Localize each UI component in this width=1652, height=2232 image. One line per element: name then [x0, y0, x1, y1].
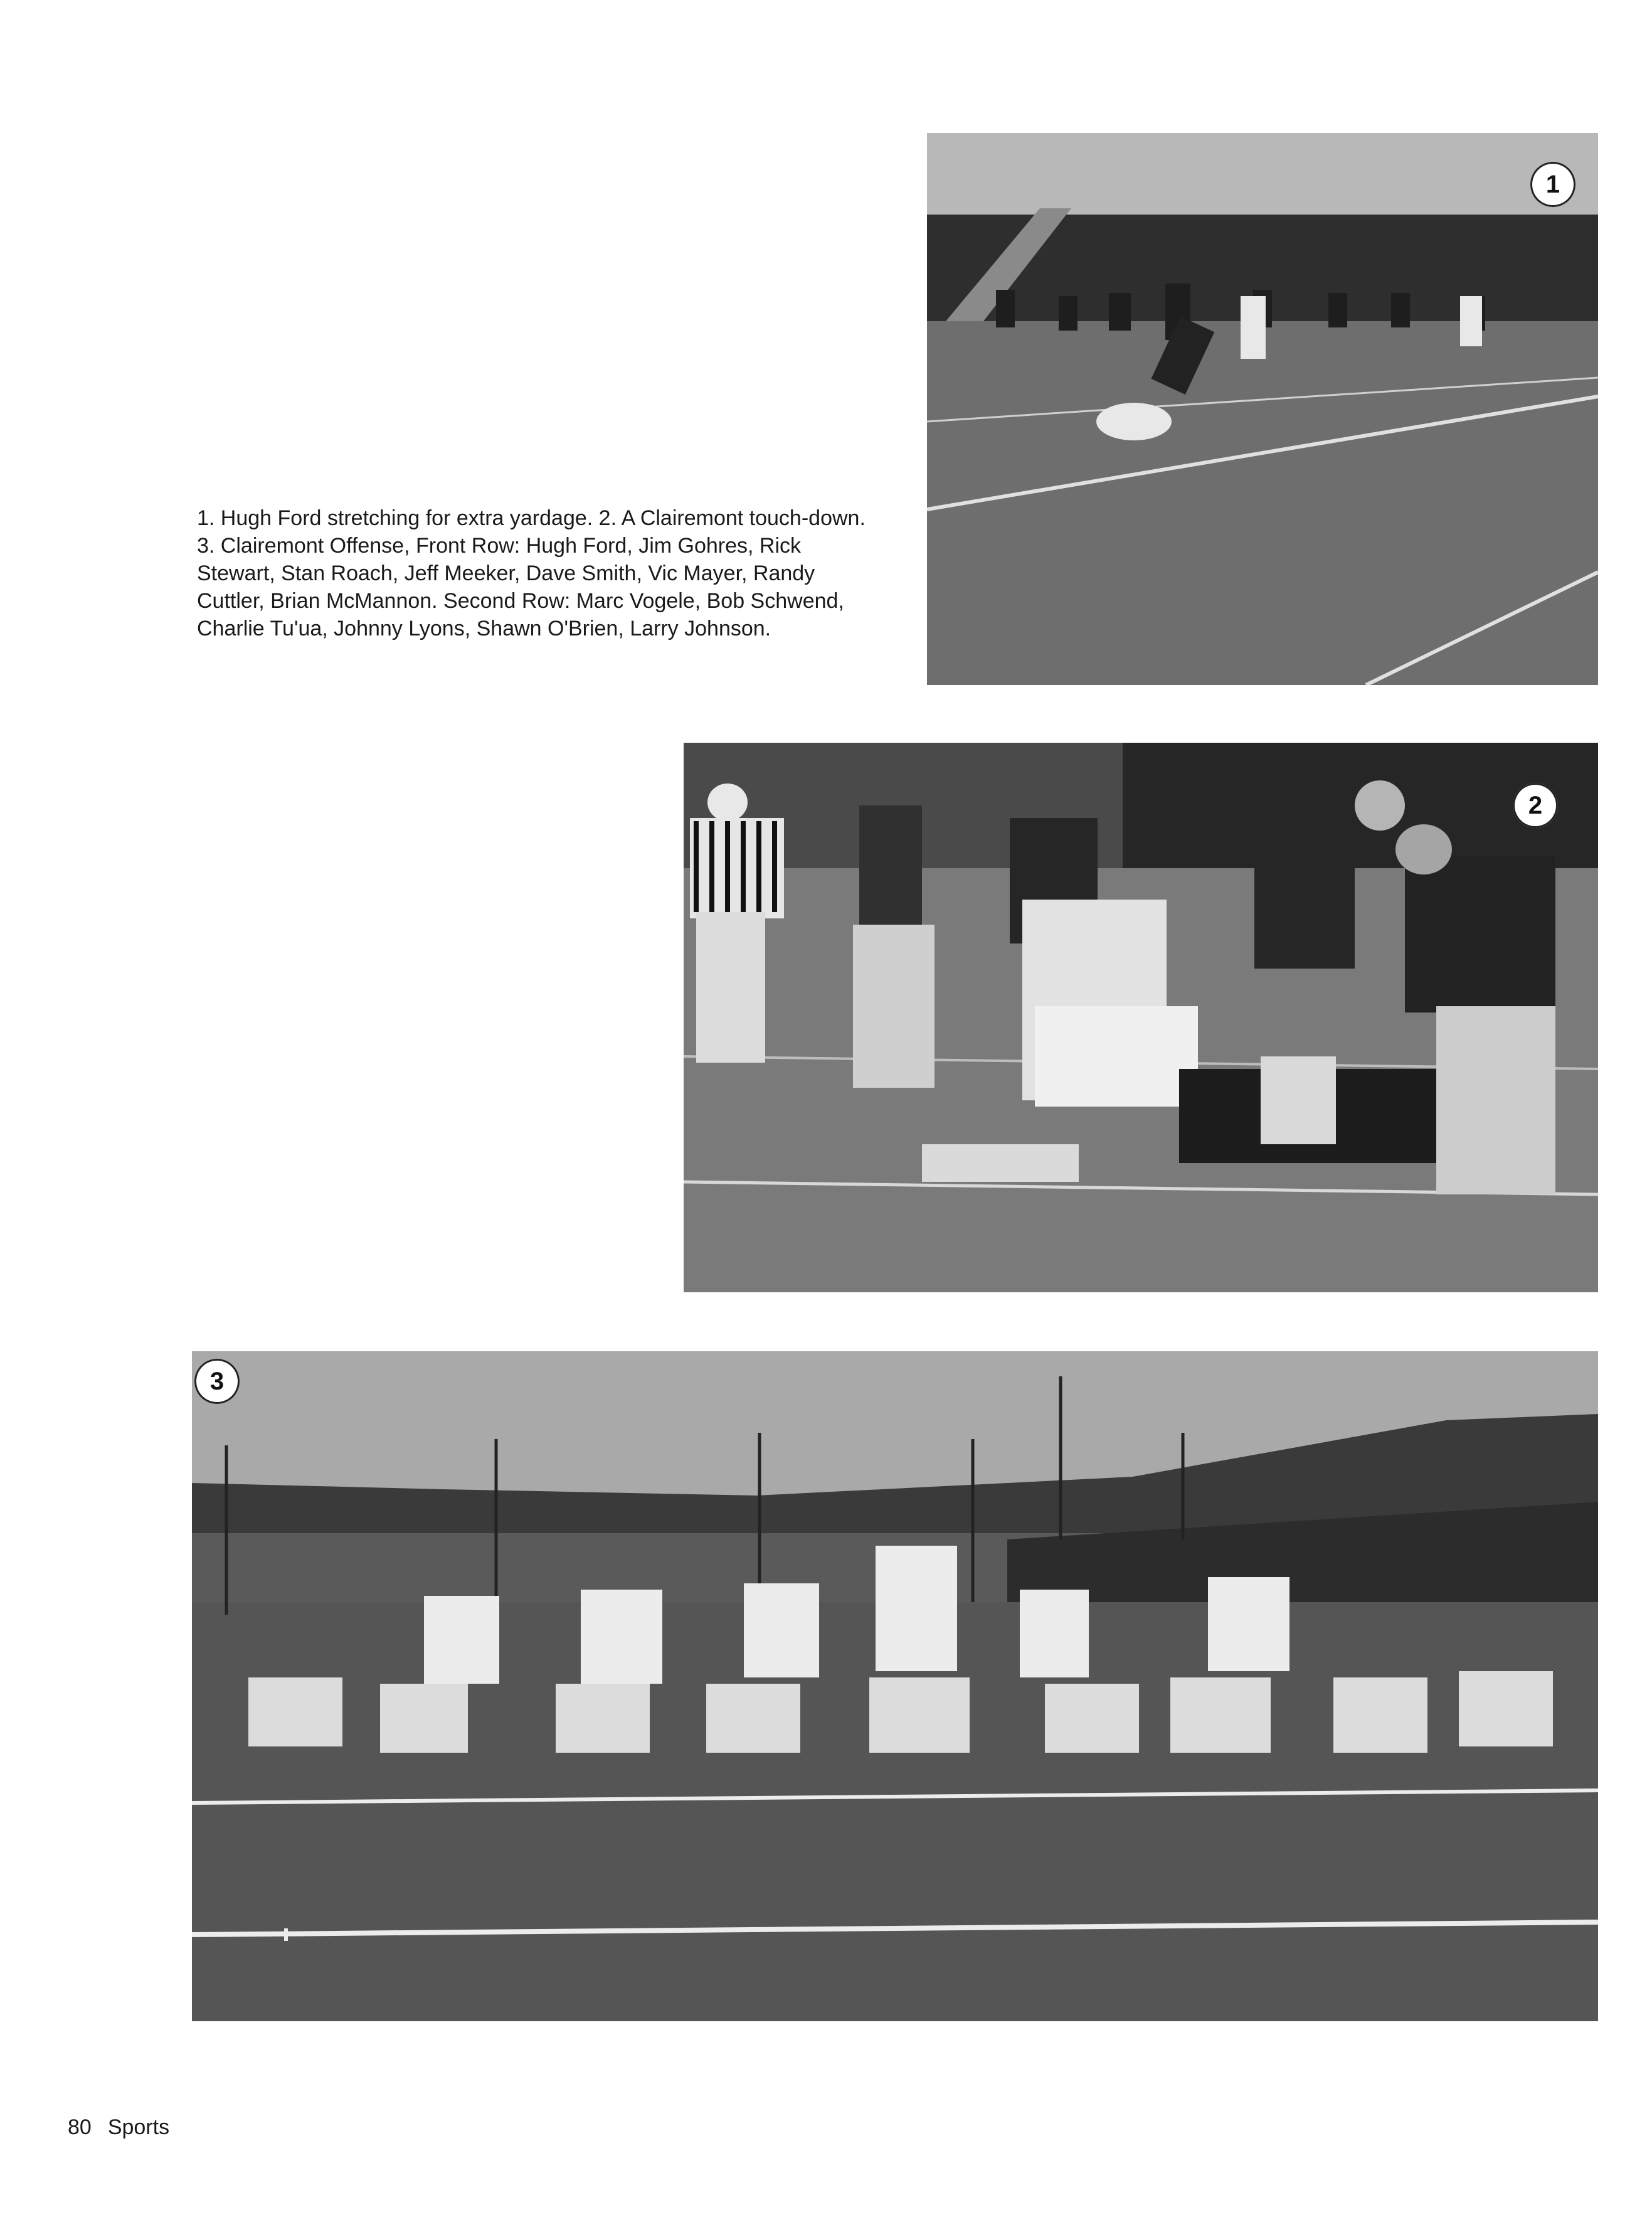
photo-1-image [927, 133, 1598, 685]
photo-caption: 1. Hugh Ford stretching for extra yardage. 2. A Clairemont touch-down. 3. Clairemont Offense, Front Row: Hugh Ford, Jim Gohres, Rick Stewart, Stan Roach, Jeff Meeker, Dave Smith, Vic Mayer, Randy Cuttler, Brian McMannon. Second Row: Marc Vogele, Bob Schwend, Charlie Tu'ua, Johnny Lyons, Shawn O'Brien, Larry Johnson. [197, 506, 866, 640]
photo-2 [684, 743, 1598, 1292]
photo-1-number-badge: 1 [1530, 162, 1575, 207]
photo-2-number-badge: 2 [1513, 783, 1558, 828]
photo-3 [192, 1351, 1598, 2021]
photo-2-image [684, 743, 1598, 1292]
section-name: Sports [107, 2115, 170, 2139]
page-footer [68, 2115, 169, 2140]
photo-3-number-badge: 3 [194, 1359, 240, 1404]
page-number: 80 [68, 2115, 92, 2139]
photo-1 [927, 133, 1598, 685]
photo-3-image [192, 1351, 1598, 2021]
